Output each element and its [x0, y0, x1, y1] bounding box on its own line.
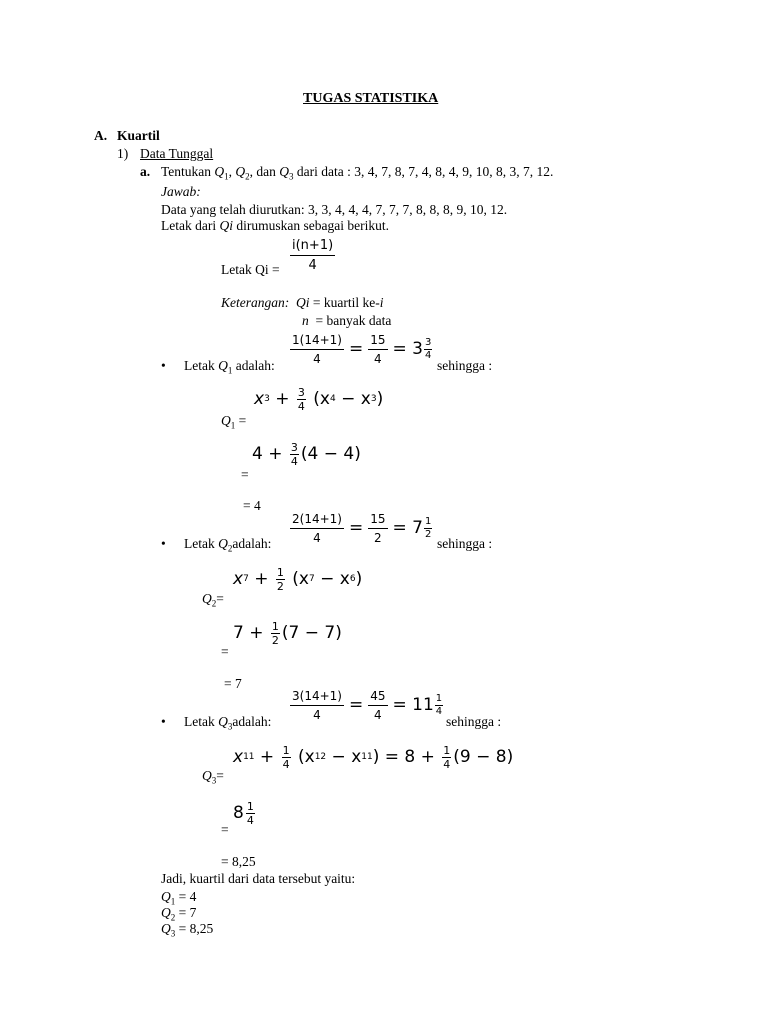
q1-position-calc: $\frac{1(14+1)}{4}$ = $\frac{15}{4}$ = 3 3 4: [292, 333, 432, 366]
q2-position-text: Letak $Q_2adalah$:: [184, 536, 272, 554]
q3-formula: x 11 + $\frac{1}{4}$ (x 12 − x 11 ) = 8 + $\frac{1}{4}$ (9 − 8): [233, 744, 514, 771]
section-marker: A.: [94, 128, 108, 143]
bullet-icon: [161, 359, 166, 373]
q2-step-eq: =: [221, 644, 229, 659]
sorted-data-line: Data yang telah diurutkan: 3, 3, 4, 4, 4, 7, 7, 7, 8, 8, 8, 9, 10, 12.: [161, 202, 508, 217]
q3-step-eq: =: [221, 822, 229, 837]
answer-label: Jawab:: [161, 184, 201, 199]
q2-step-expr: 7 + $\frac{1}{2}$ (7 − 7): [233, 620, 342, 647]
q1-step-expr: 4 + $\frac{3}{4}$ (4 − 4): [252, 441, 361, 468]
q2-position-calc: $\frac{2(14+1)}{4}$ = $\frac{15}{2}$ = 7 1 2: [292, 512, 432, 545]
question-marker: a.: [140, 164, 151, 179]
q2-formula: x 7 + $\frac{1}{2}$ (x 7 − x 6 ): [233, 566, 363, 593]
legend-line: Keterangan: Qi = kuartil ke-i: [221, 295, 384, 310]
q1-therefore: sehingga :: [437, 358, 493, 373]
subsection-heading: Data Tunggal: [140, 146, 214, 161]
bullet-icon: [161, 715, 166, 729]
q3-label: $Q_3=$: [202, 768, 224, 786]
conclusion-q1: $Q_1 = 4$: [161, 889, 197, 907]
conclusion-text: Jadi, kuartil dari data tersebut yaitu:: [161, 871, 356, 886]
section-heading: Kuartil: [117, 128, 160, 143]
conclusion-q2: $Q_2 = 7$: [161, 905, 197, 923]
q2-result: = 7: [224, 676, 242, 691]
q2-label: $Q_2=$: [202, 591, 224, 609]
formula-denominator: 4: [308, 258, 317, 273]
position-rule-line: Letak dari Qi dirumuskan sebagai berikut.: [161, 218, 389, 233]
formula-fraction: [290, 239, 335, 272]
q3-result: = 8,25: [221, 854, 256, 869]
q1-formula: x 3 + $\frac{3}{4}$ (x 4 − x 3 ): [254, 386, 384, 413]
q3-therefore: sehingga :: [446, 714, 502, 729]
legend-n-line: n = banyak data: [302, 313, 392, 328]
q3-step-expr: 8 1 4: [233, 800, 254, 827]
question-text: Tentukan $Q_1$, $Q_2$, dan $Q_3$ dari data : 3, 4, 7, 8, 7, 4, 8, 4, 9, 10, 8, 3, 7, 12.: [161, 164, 554, 182]
q3-position-calc: $\frac{3(14+1)}{4}$ = $\frac{45}{4}$ = 11 1 4: [292, 689, 443, 722]
q1-result: = 4: [243, 498, 261, 513]
q2-therefore: sehingga :: [437, 536, 493, 551]
q1-position-text: Letak $Q_1$ adalah:: [184, 358, 275, 376]
bullet-icon: [161, 537, 166, 551]
conclusion-q3: $Q_3 = 8,25$: [161, 921, 214, 939]
subsection-marker: 1): [117, 146, 129, 161]
q1-step-eq: =: [241, 467, 249, 482]
formula-numerator: i(n+1): [290, 239, 335, 256]
formula-label: Letak Qi =: [221, 262, 280, 277]
q1-label: $Q_1$ =: [221, 413, 247, 431]
page-title: TUGAS STATISTIKA: [303, 91, 439, 106]
q3-position-text: Letak $Q_3adalah$:: [184, 714, 272, 732]
